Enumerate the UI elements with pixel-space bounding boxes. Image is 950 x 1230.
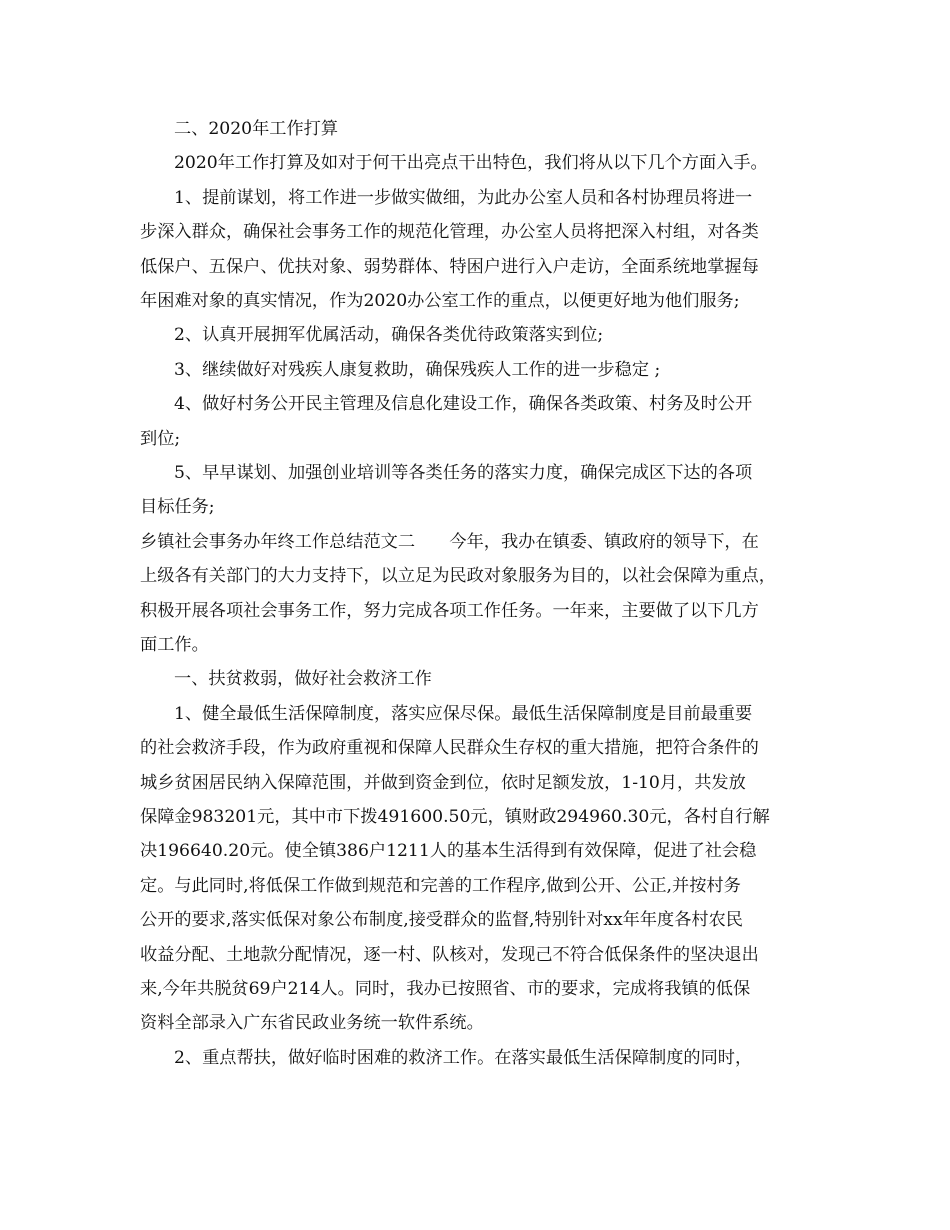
text-line: 5、早早谋划、加强创业培训等各类任务的落实力度，确保完成区下达的各项 [174, 463, 753, 483]
text-line: 年困难对象的真实情况，作为2020办公室工作的重点，以便更好地为他们服务; [140, 291, 740, 311]
text-line: 1、提前谋划，将工作进一步做实做细，为此办公室人员和各村协理员将进一 [174, 187, 753, 208]
text-line: 目标任务; [140, 497, 215, 518]
text-line: 资料全部录入广东省民政业务统一软件系统。 [140, 1013, 484, 1034]
text-line: 的社会救济手段，作为政府重视和保障人民群众生存权的重大措施，把符合条件的 [140, 738, 759, 759]
text-line: 面工作。 [140, 635, 209, 655]
text-line: 积极开展各项社会事务工作，努力完成各项工作任务。一年来，主要做了以下几方 [140, 600, 759, 621]
text-line: 2、认真开展拥军优属活动，确保各类优待政策落实到位; [174, 325, 604, 346]
text-line: 4、做好村务公开民主管理及信息化建设工作，确保各类政策、村务及时公开 [174, 394, 753, 415]
text-line: 保障金983201元，其中市下拨491600.50元，镇财政294960.30元，各村自行解 [140, 807, 770, 827]
text-line: 收益分配、土地款分配情况，逐一村、队核对，发现己不符合低保条件的坚决退出 [140, 944, 759, 965]
text-line: 2、重点帮扶，做好临时困难的救济工作。在落实最低生活保障制度的同时， [174, 1047, 753, 1068]
text-line: 公开的要求,落实低保对象公布制度,接受群众的监督,特别针对xx年年度各村农民 [140, 910, 743, 931]
text-line: 2020年工作打算及如对于何干出亮点干出特色，我们将从以下几个方面入手。 [174, 153, 768, 174]
text-line: 上级各有关部门的大力支持下，以立足为民政对象服务为目的，以社会保障为重点， [140, 566, 776, 587]
text-line: 到位; [140, 428, 181, 449]
text-line: 低保户、五保户、优扶对象、弱势群体、特困户进行入户走访，全面系统地掌握每 [140, 256, 759, 277]
text-line: 城乡贫困居民纳入保障范围，并做到资金到位，依时足额发放，1-10月，共发放 [140, 772, 746, 793]
text-line: 步深入群众，确保社会事务工作的规范化管理，办公室人员将把深入村组，对各类 [140, 222, 759, 243]
text-line: 一、扶贫救弱，做好社会救济工作 [174, 669, 432, 690]
text-line: 3、继续做好对残疾人康复救助，确保残疾人工作的进一步稳定 ; [174, 359, 661, 380]
text-line: 二、2020年工作打算 [174, 119, 339, 139]
text-line: 定。与此同时,将低保工作做到规范和完善的工作程序,做到公开、公正,并按村务 [140, 875, 741, 896]
text-line: 来,今年共脱贫69户214人。同时，我办已按照省、市的要求，完成将我镇的低保 [140, 979, 751, 999]
text-line: 决196640.20元。使全镇386户1211人的基本生活得到有效保障，促进了社会稳 [140, 841, 757, 862]
text-line: 乡镇社会事务办年终工作总结范文二 今年，我办在镇委、镇政府的领导下，在 [140, 531, 759, 552]
text-line: 1、健全最低生活保障制度，落实应保尽保。最低生活保障制度是目前最重要 [174, 703, 753, 724]
